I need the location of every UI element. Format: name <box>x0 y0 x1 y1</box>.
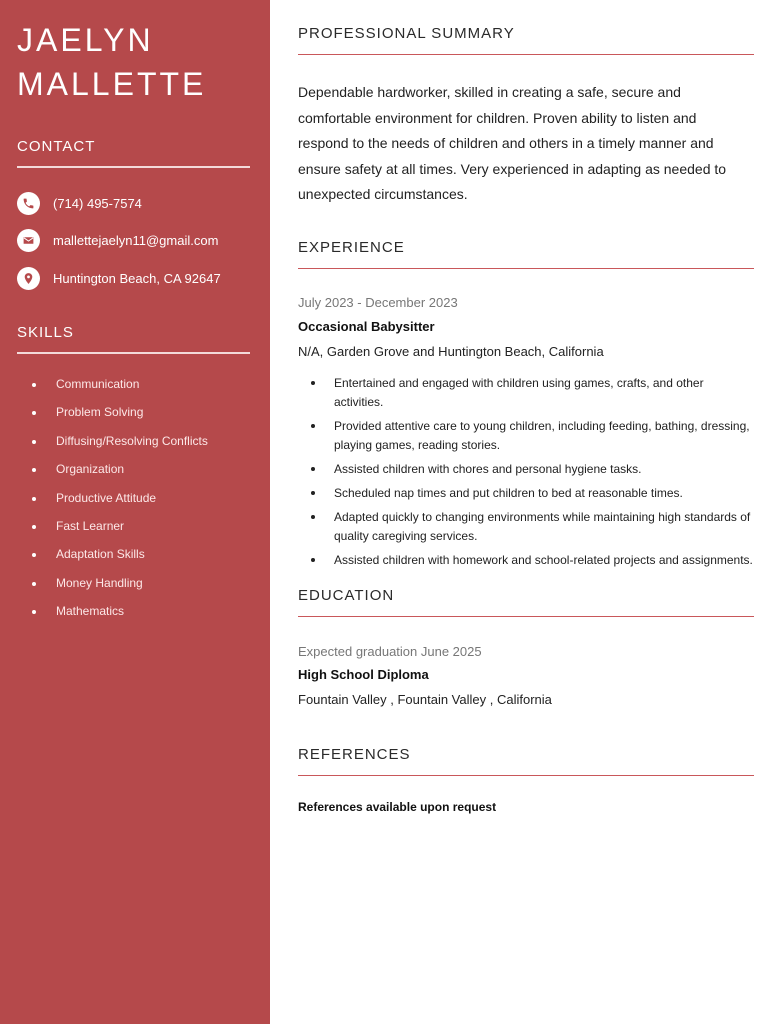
phone-number: (714) 495-7574 <box>53 195 142 211</box>
email-address: mallettejaelyn11@gmail.com <box>53 232 219 248</box>
skill-item: Communication <box>30 374 260 402</box>
education-date: Expected graduation June 2025 <box>298 644 482 659</box>
bullet-item: Scheduled nap times and put children to bed at reasonable times. <box>298 484 754 503</box>
summary-heading: PROFESSIONAL SUMMARY <box>298 25 754 55</box>
contact-email <box>17 228 218 252</box>
bullet-item: Assisted children with chores and personal hygiene tasks. <box>298 460 754 479</box>
references-heading: REFERENCES <box>298 746 754 776</box>
experience-role: Occasional Babysitter <box>298 319 435 334</box>
experience-bullets <box>298 374 754 575</box>
first-name: JAELYN <box>17 22 154 58</box>
skill-item: Diffusing/Resolving Conflicts <box>30 431 260 459</box>
experience-date: July 2023 - December 2023 <box>298 295 458 310</box>
skill-item: Fast Learner <box>30 516 260 544</box>
skills-list <box>30 374 260 630</box>
education-heading: EDUCATION <box>298 587 754 617</box>
sidebar <box>0 0 270 1024</box>
experience-heading: EXPERIENCE <box>298 239 754 269</box>
skill-item: Money Handling <box>30 573 260 601</box>
bullet-item: Entertained and engaged with children using games, crafts, and other activities. <box>298 374 754 412</box>
references-text: References available upon request <box>298 800 497 814</box>
bullet-item: Adapted quickly to changing environments while maintaining high standards of quality caregiving services. <box>298 508 754 546</box>
last-name: MALLETTE <box>17 66 207 102</box>
skill-item: Mathematics <box>30 601 260 629</box>
candidate-name <box>17 18 257 106</box>
skills-heading: SKILLS <box>17 324 250 354</box>
contact-location <box>17 266 221 290</box>
skill-item: Problem Solving <box>30 402 260 430</box>
education-degree: High School Diploma <box>298 667 429 682</box>
education-place: Fountain Valley , Fountain Valley , California <box>298 692 552 707</box>
contact-phone <box>17 191 142 215</box>
skill-item: Productive Attitude <box>30 488 260 516</box>
mail-icon <box>17 229 40 252</box>
skill-item: Organization <box>30 459 260 487</box>
location-pin-icon <box>17 267 40 290</box>
phone-icon <box>17 192 40 215</box>
bullet-item: Assisted children with homework and school-related projects and assignments. <box>298 551 754 570</box>
experience-place: N/A, Garden Grove and Huntington Beach, California <box>298 344 604 359</box>
contact-heading: CONTACT <box>17 138 250 168</box>
bullet-item: Provided attentive care to young children, including feeding, bathing, dressing, playing games, reading stories. <box>298 417 754 455</box>
location-text: Huntington Beach, CA 92647 <box>53 270 221 286</box>
skill-item: Adaptation Skills <box>30 544 260 572</box>
summary-text: Dependable hardworker, skilled in creating a safe, secure and comfortable environment for children. Proven ability to listen and respond to the needs of children and others in a timely manner and ensure safety at all times. Very experienced in adapting as needed to unexpected circumstances. <box>298 84 727 202</box>
